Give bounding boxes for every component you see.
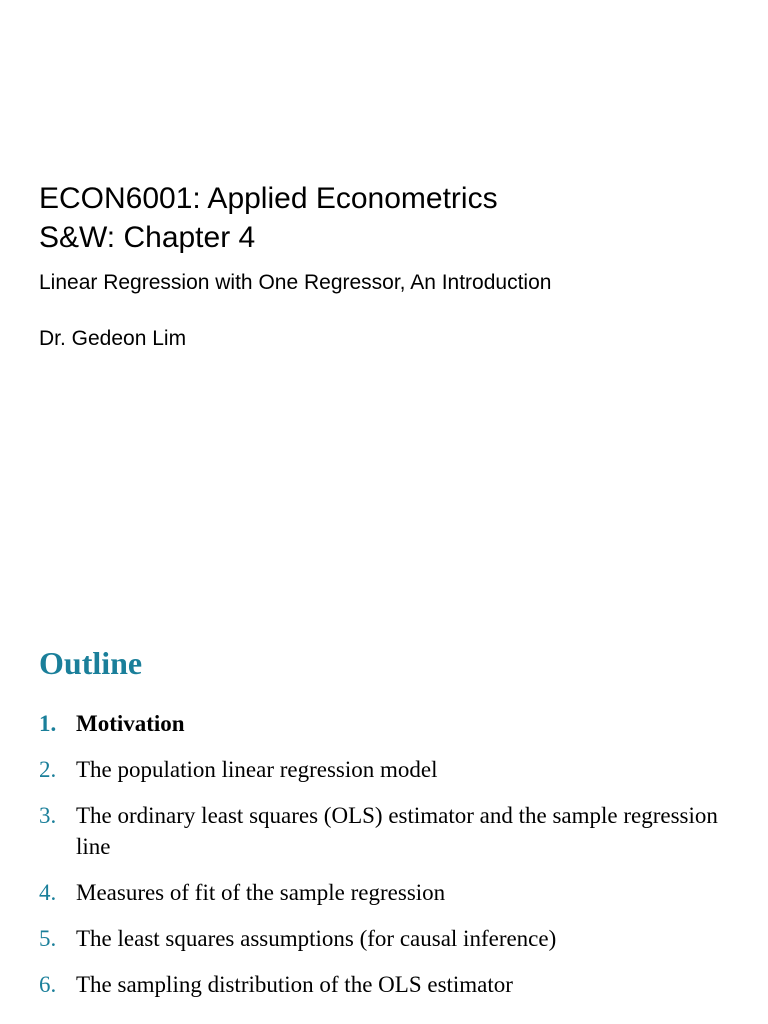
outline-number: 6.	[39, 972, 57, 997]
outline-heading: Outline	[39, 645, 143, 681]
slide-subtitle: Linear Regression with One Regressor, An Introduction	[39, 271, 552, 294]
outline-number: 1.	[39, 711, 57, 736]
outline-text: The population linear regression model	[76, 757, 438, 782]
outline-text: Motivation	[76, 711, 185, 736]
course-title: ECON6001: Applied Econometrics	[39, 182, 498, 215]
outline-item-population-model	[39, 754, 729, 785]
outline-text: Measures of fit of the sample regression	[76, 880, 446, 905]
outline-number: 4.	[39, 880, 57, 905]
outline-text: The sampling distribution of the OLS estimator	[76, 972, 513, 997]
author-name: Dr. Gedeon Lim	[39, 327, 187, 350]
outline-list	[39, 708, 729, 1015]
outline-item-ols-estimator	[39, 800, 729, 862]
outline-text: The least squares assumptions (for causal inference)	[76, 926, 557, 951]
outline-item-motivation	[39, 708, 729, 739]
outline-item-least-squares-assumptions	[39, 923, 729, 954]
outline-item-sampling-distribution	[39, 969, 729, 1000]
outline-text: The ordinary least squares (OLS) estimator and the sample regression line	[76, 803, 718, 859]
outline-number: 2.	[39, 757, 57, 782]
chapter-title: S&W: Chapter 4	[39, 221, 256, 254]
outline-item-measures-of-fit	[39, 877, 729, 908]
outline-slide	[0, 512, 768, 1024]
outline-number: 3.	[39, 803, 57, 828]
outline-number: 5.	[39, 926, 57, 951]
